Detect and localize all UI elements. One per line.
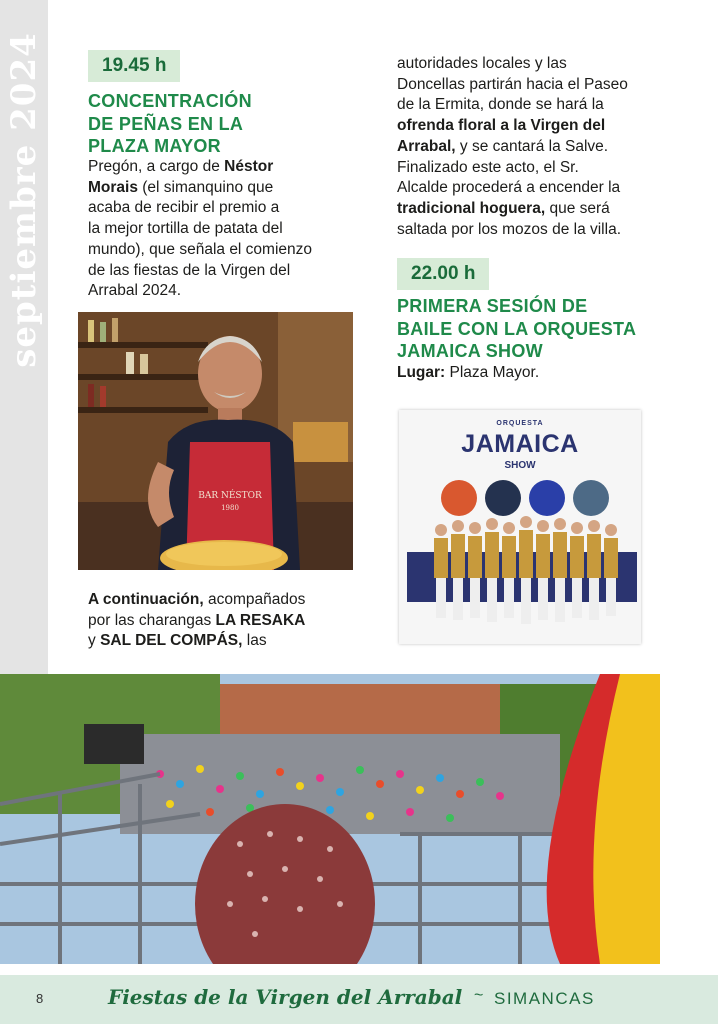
place-value: Plaza Mayor. <box>445 364 540 381</box>
time-badge-2200: 22.00 h <box>397 258 489 290</box>
continuation-text: acompañados <box>203 591 306 608</box>
heading-primera-sesion-line: BAILE CON LA ORQUESTA <box>397 318 637 339</box>
time-badge-1945: 19.45 h <box>88 50 180 82</box>
continuation-bold-text: SAL DEL COMPÁS, <box>100 632 243 650</box>
ofrenda-text: Doncellas partirán hacia el Paseo <box>397 75 628 93</box>
ofrenda-line <box>397 116 672 137</box>
continuation-line <box>88 611 353 632</box>
pregon-line <box>88 261 353 282</box>
continuation-line <box>88 590 353 611</box>
pregon-text: de las fiestas de la Virgen del <box>88 261 291 279</box>
ofrenda-bold-text: tradicional hoguera, <box>397 199 546 217</box>
poster-subtitle: SHOW <box>504 460 536 471</box>
pregon-line <box>88 281 353 302</box>
page-number: 8 <box>36 991 44 1006</box>
poster-artwork <box>399 410 641 644</box>
pregon-text: la mejor tortilla de patata del <box>88 220 283 238</box>
heading-concentracion-line: DE PEÑAS EN LA <box>88 113 244 134</box>
ofrenda-line <box>397 75 672 96</box>
nestor-photo <box>78 312 353 570</box>
ofrenda-line <box>397 220 672 241</box>
continuation-paragraph <box>88 590 353 652</box>
pregon-bold-text: Morais <box>88 178 138 196</box>
footer-title: Fiestas de la Virgen del Arrabal <box>108 985 463 1009</box>
heading-primera-sesion <box>397 295 636 363</box>
ofrenda-line <box>397 95 672 116</box>
pregon-line <box>88 157 353 178</box>
ofrenda-line <box>397 137 672 158</box>
pregon-text: (el simanquino que <box>137 178 274 196</box>
ofrenda-line <box>397 158 672 179</box>
heading-concentracion-line: CONCENTRACIÓN <box>88 91 252 111</box>
place-line <box>397 363 539 384</box>
place-label: Lugar: <box>397 364 446 381</box>
ofrenda-line <box>397 199 672 220</box>
heading-concentracion <box>88 90 252 158</box>
pregon-bold-text: Néstor <box>224 158 274 175</box>
ofrenda-text: saltada por los mozos de la villa. <box>397 220 622 238</box>
continuation-bold-text: A continuación, <box>88 591 204 608</box>
pregon-line <box>88 240 353 261</box>
pregon-text: mundo), que señala el comienzo <box>88 240 313 258</box>
heading-primera-sesion-line: JAMAICA SHOW <box>397 341 543 361</box>
ofrenda-text: Finalizado este acto, el Sr. <box>397 158 579 176</box>
apron-year: 1980 <box>221 504 239 512</box>
ofrenda-text: autoridades locales y las <box>397 55 567 72</box>
pregon-paragraph <box>88 157 353 302</box>
crowd-photo-illustration <box>0 674 660 964</box>
heading-primera-sesion-line: PRIMERA SESIÓN DE <box>397 296 588 316</box>
pregon-line <box>88 178 353 199</box>
continuation-text: y <box>88 632 101 650</box>
side-label <box>0 0 48 674</box>
pregon-text: Pregón, a cargo de <box>88 158 225 175</box>
ofrenda-bold-text: Arrabal, <box>397 137 456 155</box>
ofrenda-line <box>397 178 672 199</box>
pregon-text: acaba de recibir el premio a <box>88 199 280 217</box>
ofrenda-bold-text: ofrenda floral a la Virgen del <box>397 117 606 135</box>
footer-separator: ~ <box>474 987 484 1004</box>
nestor-photo-illustration <box>78 312 353 570</box>
jamaica-show-poster <box>399 410 641 644</box>
poster-title: JAMAICA <box>461 430 579 458</box>
ofrenda-line <box>397 54 672 75</box>
plaza-crowd-photo <box>0 674 660 964</box>
footer-town: SIMANCAS <box>494 989 595 1008</box>
ofrenda-text: de la Ermita, donde se hará la <box>397 96 604 114</box>
continuation-text: por las charangas <box>88 611 216 629</box>
ofrenda-text: Alcalde procederá a encender la <box>397 179 621 197</box>
pregon-line <box>88 198 353 219</box>
continuation-bold-text: LA RESAKA <box>215 611 306 629</box>
continuation-text: las <box>242 632 267 650</box>
poster-pre-title: ORQUESTA <box>496 420 544 427</box>
side-label-text: septiembre 2024 <box>4 32 44 368</box>
apron-text: BAR NÉSTOR <box>198 491 262 501</box>
page-footer <box>0 975 718 1024</box>
ofrenda-text: y se cantará la Salve. <box>455 137 609 155</box>
heading-concentracion-line: PLAZA MAYOR <box>88 136 221 156</box>
continuation-line <box>88 631 353 652</box>
ofrenda-paragraph <box>397 54 672 240</box>
ofrenda-text: que será <box>545 199 610 217</box>
pregon-text: Arrabal 2024. <box>88 282 182 300</box>
pregon-line <box>88 219 353 240</box>
